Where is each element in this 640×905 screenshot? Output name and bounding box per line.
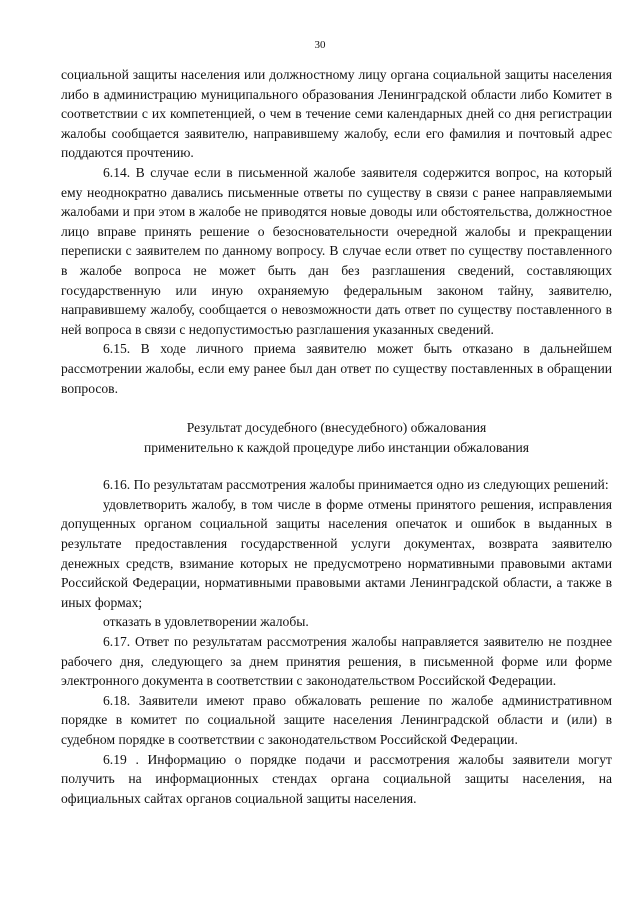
- paragraph-continued: социальной защиты населения или должностному лицу органа социальной защиты населения либо в администрацию муниципального образования Ленинградской области либо Комитет в соответствии с их компетенцией, о чем в течение семи календарных дней со дня регистрации жалобы сообщается заявителю, направившему жалобу, если его фамилия и почтовый адрес поддаются прочтению.: [61, 67, 612, 161]
- section-heading-line-2: применительно к каждой процедуре либо инстанции обжалования: [143, 439, 530, 455]
- section-heading: [61, 418, 612, 457]
- paragraph-option-satisfy: удовлетворить жалобу, в том числе в форме отмены принятого решения, исправления допущенных органом социальной защиты населения опечаток и ошибок в выданных в результате предоставления государственной услуги документах, возврата заявителю денежных средств, взимание которых не предусмотрено нормативными правовыми актами Российской Федерации, нормативными правовыми актами Ленинградской области, а также в иных формах;: [61, 496, 612, 610]
- paragraph-6-14: 6.14. В случае если в письменной жалобе заявителя содержится вопрос, на который ему неоднократно давались письменные ответы по существу в связи с ранее направляемыми жалобами и при этом в жалобе не приводятся новые доводы или обстоятельства, должностное лицо вправе принять решение о безосновательности очередной жалобы и прекращении переписки с заявителем по данному вопросу. В случае если ответ по существу поставленного в жалобе вопроса не может быть дан без разглашения сведений, составляющих государственную или иную охраняемую федеральным законом тайну, заявителю, направившему жалобу, сообщается о невозможности дать ответ по существу поставленного в ней вопроса в связи с недопустимостью разглашения указанных сведений.: [61, 164, 612, 337]
- paragraph-6-16: 6.16. По результатам рассмотрения жалобы принимается одно из следующих решений:: [103, 477, 609, 493]
- paragraph-option-refuse: отказать в удовлетворении жалобы.: [103, 614, 309, 630]
- paragraph-6-19: 6.19 . Информацию о порядке подачи и рассмотрения жалобы заявители могут получить на информационных стендах органа социальной защиты населения, на официальных сайтах органов социальной защиты населения.: [61, 751, 612, 806]
- paragraph-6-18: 6.18. Заявители имеют право обжаловать решение по жалобе административном порядке в комитет по социальной защите населения Ленинградской области и (или) в судебном порядке в соответствии с законодательством Российской Федерации.: [61, 692, 612, 747]
- document-body: [61, 65, 612, 808]
- page-number: 30: [314, 39, 326, 51]
- paragraph-6-17: 6.17. Ответ по результатам рассмотрения жалобы направляется заявителю не позднее рабочего дня, следующего за днем принятия решения, в письменной форме или форме электронного документа в соответствии с законодательством Российской Федерации.: [61, 634, 612, 689]
- paragraph-6-15: 6.15. В ходе личного приема заявителю может быть отказано в дальнейшем рассмотрении жалобы, если ему ранее был дан ответ по существу поставленных в обращении вопросов.: [61, 341, 612, 396]
- section-heading-line-1: Результат досудебного (внесудебного) обжалования: [186, 420, 487, 436]
